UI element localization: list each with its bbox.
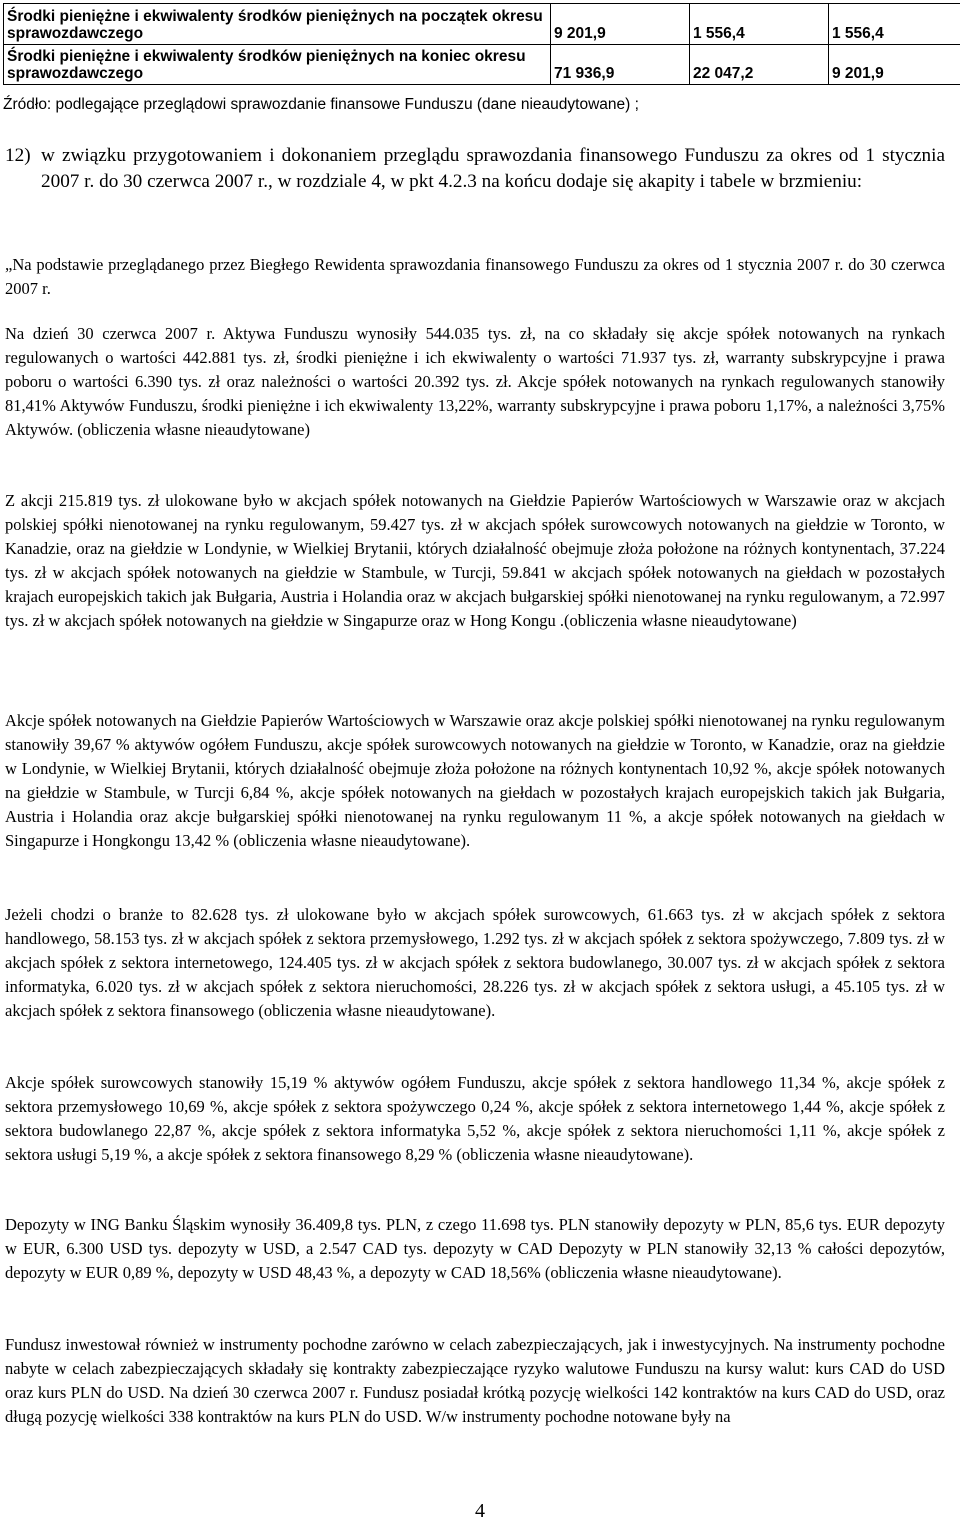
paragraph: Jeżeli chodzi o branże to 82.628 tys. zł ulokowane było w akcjach spółek surowcowych, 61.663 tys. zł w akcjach spółek z sektora handlowego, 58.153 tys. zł w akcjach spółek z sektora przemysłowego, 1.292 tys. zł w akcjach spółek z sektora spożywczego, 7.809 tys. zł w akcjach spółek z sektora internetowego, 124.405 tys. zł w akcjach spółek z sektora budowlanego, 30.007 tys. zł w akcjach spółek z sektora informatyka, 6.020 tys. zł w akcjach spółek z sektora nieruchomości, 28.226 tys. zł w akcjach spółek z sektora usługi, a 45.105 tys. zł w akcjach spółek z sektora finansowego (obliczenia własne nieaudytowane). [5,905,945,1020]
point-number: 12) [5,145,31,166]
source-note: Źródło: podlegające przeglądowi sprawozdanie finansowe Funduszu (dane nieaudytowane) ; [3,96,639,113]
cash-flow-table [3,3,960,85]
paragraph: Akcje spółek notowanych na Giełdzie Papierów Wartościowych w Warszawie oraz akcje polskiej spółki nienotowanej na rynku regulowanym stanowiły 39,67 % aktywów ogółem Funduszu, akcje spółek surowcowych notowanych na giełdzie w Toronto, w Kanadzie, oraz na giełdzie w Londynie, w Wielkiej Brytanii, których działalność obejmuje złoża położone na różnych kontynentach 10,92 %, akcje spółek notowanych na giełdzie w Stambule, w Turcji 6,84 %, akcje spółek notowanych na giełdach w pozostałych krajach europejskich takich jak Bułgaria, Austria i Holandia oraz akcje bułgarskiej spółki nienotowanej na rynku regulowanym 11 %, a akcje spółek notowanych na giełdach w Singapurze i Hongkongu 13,42 % (obliczenia własne nieaudytowane). [5,711,945,850]
amendment-point [5,143,945,195]
table-row [4,4,960,45]
paragraph: Depozyty w ING Banku Śląskim wynosiły 36.409,8 tys. PLN, z czego 11.698 tys. PLN stanowiły depozyty w PLN, 85,6 tys. EUR depozyty w EUR, 6.300 USD tys. depozyty w USD, a 2.547 CAD tys. depozyty w CAD Depozyty w PLN stanowiły 32,13 % całości depozytów, depozyty w EUR 0,89 %, depozyty w USD 48,43 %, a depozyty w CAD 18,56% (obliczenia własne nieaudytowane). [5,1215,945,1282]
point-text: w związku przygotowaniem i dokonaniem przeglądu sprawozdania finansowego Funduszu za okres od 1 stycznia 2007 r. do 30 czerwca 2007 r., w rozdziale 4, w pkt 4.2.3 na końcu dodaje się akapity i tabele w brzmieniu: [41,145,945,192]
cell-value: 1 556,4 [690,4,829,45]
paragraph: Fundusz inwestował również w instrumenty pochodne zarówno w celach zabezpieczających, jak i inwestycyjnych. Na instrumenty pochodne nabyte w celach zabezpieczających składały się kontrakty zabezpieczające ryzyko walutowe Funduszu na kursy walut: kurs CAD do USD oraz kurs PLN do USD. Na dzień 30 czerwca 2007 r. Fundusz posiadał krótką pozycję wielkości 142 kontraktów na kurs CAD do USD, oraz długą pozycję wielkości 338 kontraktów na kurs PLN do USD. W/w instrumenty pochodne notowane były na [5,1335,945,1426]
paragraph: „Na podstawie przeglądanego przez Biegłego Rewidenta sprawozdania finansowego Funduszu za okres od 1 stycznia 2007 r. do 30 czerwca 2007 r. [5,255,945,298]
cell-value: 9 201,9 [829,45,960,85]
row-label: Środki pieniężne i ekwiwalenty środków pieniężnych na koniec okresu sprawozdawczego [4,45,551,85]
paragraph: Z akcji 215.819 tys. zł ulokowane było w akcjach spółek notowanych na Giełdzie Papierów Wartościowych w Warszawie oraz w akcjach polskiej spółki nienotowanej na rynku regulowanym, 59.427 tys. zł w akcjach spółek surowcowych notowanych na giełdzie w Toronto, w Kanadzie, oraz na giełdzie w Londynie, w Wielkiej Brytanii, których działalność obejmuje złoża położone na różnych kontynentach, 37.224 tys. zł w akcjach spółek notowanych na giełdzie w Stambule, w Turcji, 59.841 w akcjach spółek notowanych na giełdach w pozostałych krajach europejskich takich jak Bułgaria, Austria i Holandia oraz w akcjach bułgarskiej spółki nienotowanej na rynku regulowanym, a 72.997 tys. zł w akcjach spółek notowanych na giełdzie w Singapurze oraz w Hong Kongu .(obliczenia własne nieaudytowane) [5,491,945,630]
page-number: 4 [475,1500,485,1522]
cell-value: 71 936,9 [551,45,690,85]
cell-value: 9 201,9 [551,4,690,45]
row-label: Środki pieniężne i ekwiwalenty środków pieniężnych na początek okresu sprawozdawczego [4,4,551,45]
table-row [4,45,960,85]
paragraph: Akcje spółek surowcowych stanowiły 15,19 % aktywów ogółem Funduszu, akcje spółek z sektora handlowego 11,34 %, akcje spółek z sektora przemysłowego 10,69 %, akcje spółek z sektora spożywczego 0,24 %, akcje spółek z sektora internetowego 1,44 %, akcje spółek z sektora budowlanego 22,87 %, akcje spółek z sektora informatyka 5,52 %, akcje spółek z sektora nieruchomości 1,11 %, akcje spółek z sektora usługi 5,19 %, a akcje spółek z sektora finansowego 8,29 % (obliczenia własne nieaudytowane). [5,1073,945,1164]
cell-value: 1 556,4 [829,4,960,45]
paragraph: Na dzień 30 czerwca 2007 r. Aktywa Funduszu wynosiły 544.035 tys. zł, na co składały się akcje spółek notowanych na rynkach regulowanych o wartości 442.881 tys. zł, środki pieniężne i ich ekwiwalenty o wartości 71.937 tys. zł, warranty subskrypcyjne i prawa poboru o wartości 6.390 tys. zł oraz należności o wartości 20.392 tys. zł. Akcje spółek notowanych na rynkach regulowanych stanowiły 81,41% Aktywów Funduszu, środki pieniężne i ich ekwiwalenty 13,22%, warranty subskrypcyjne i prawa poboru 1,17%, a należności 3,75% Aktywów. (obliczenia własne nieaudytowane) [5,324,945,439]
cell-value: 22 047,2 [690,45,829,85]
